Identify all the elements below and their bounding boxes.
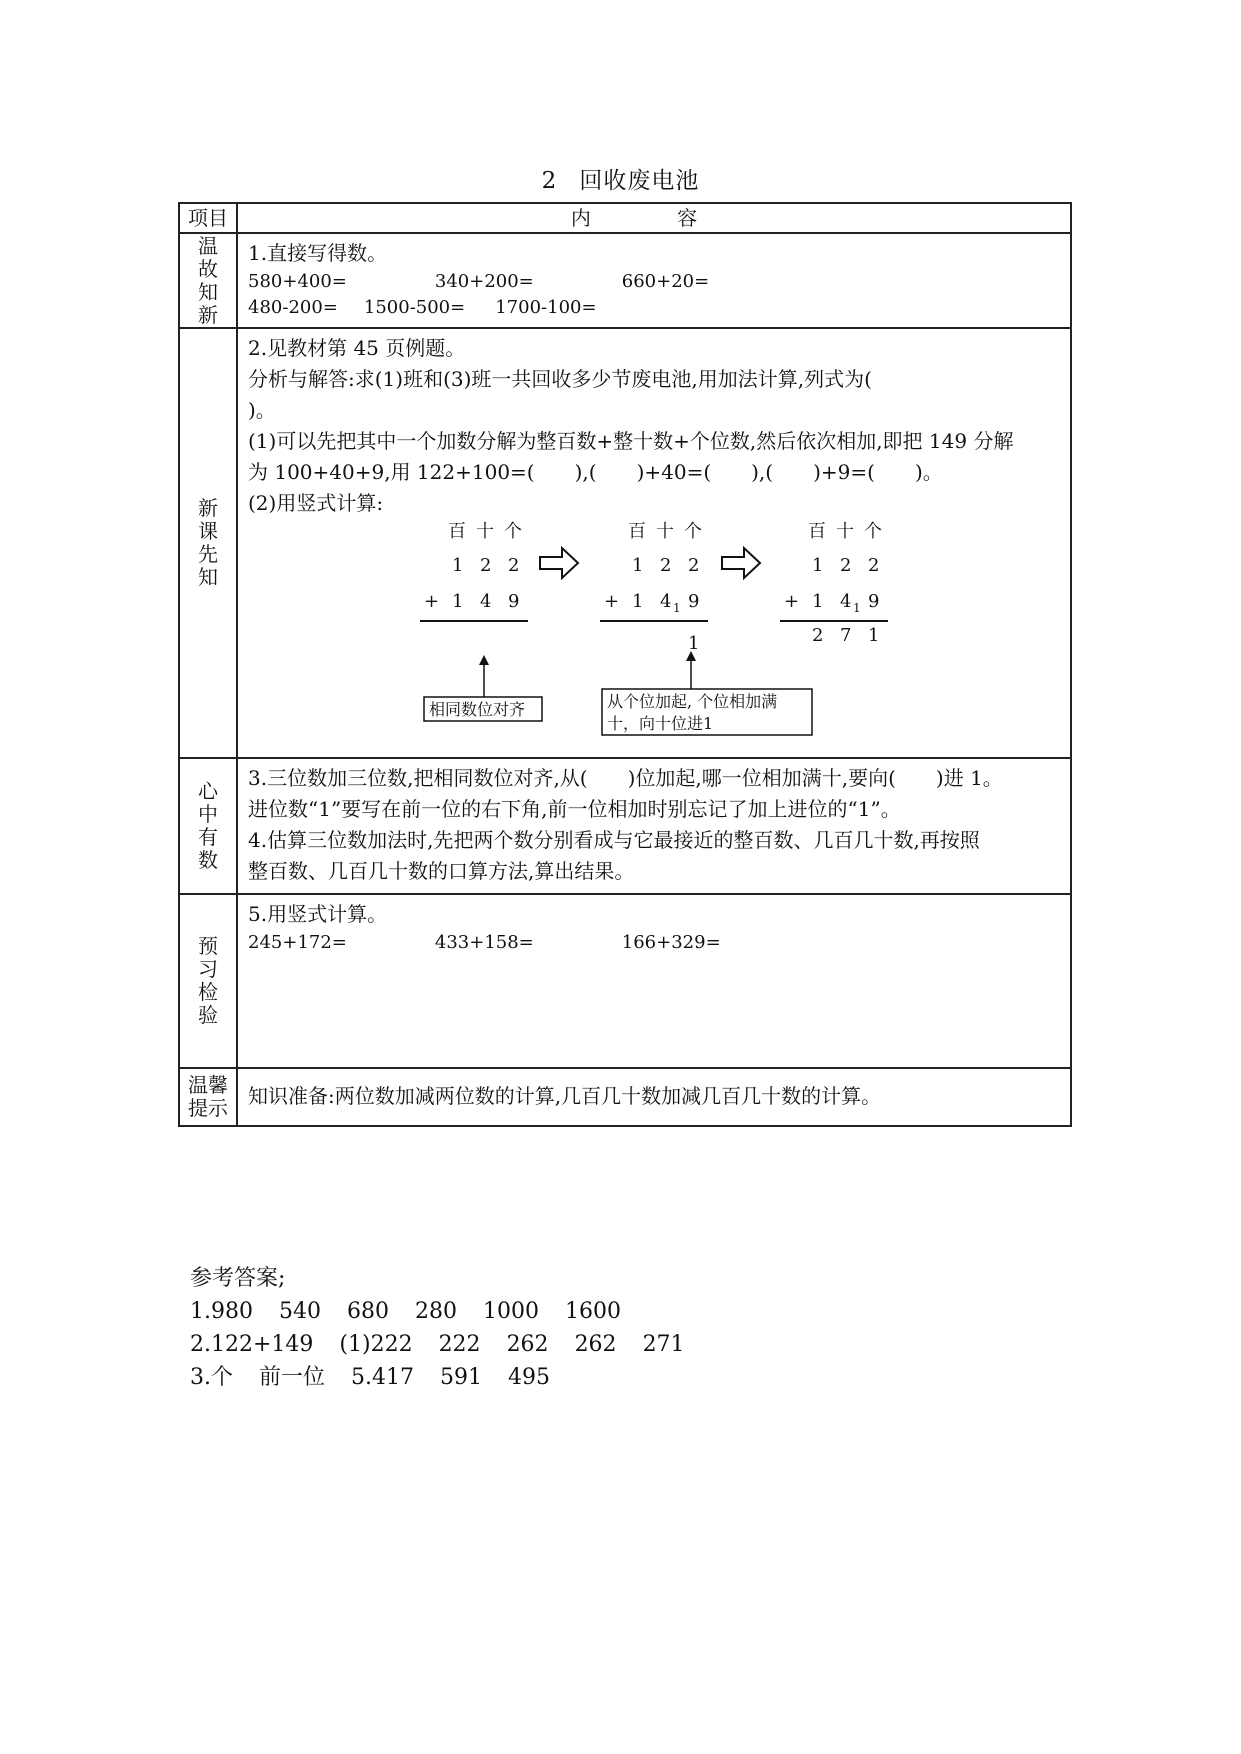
digit: 2 bbox=[868, 555, 880, 576]
answer-item: 1600 bbox=[564, 1299, 621, 1324]
plus-sign: + bbox=[424, 591, 440, 612]
new-lesson-p4: (2)用竖式计算: bbox=[248, 491, 384, 515]
digit: 4 bbox=[840, 591, 852, 612]
label-char: 预 bbox=[198, 934, 218, 958]
answer-item: 5.417 bbox=[351, 1365, 414, 1390]
digit: 1 bbox=[632, 591, 644, 612]
digit: 2 bbox=[688, 555, 700, 576]
preview-heading: 5.用竖式计算。 bbox=[248, 902, 388, 926]
note-align-text: 相同数位对齐 bbox=[429, 700, 526, 719]
review-line-1 bbox=[248, 269, 1060, 295]
expression: 1500-500= bbox=[363, 297, 466, 318]
answer-item: 271 bbox=[642, 1332, 685, 1357]
new-lesson-p1: 2.见教材第 45 页例题。 bbox=[248, 336, 466, 360]
answer-item: 591 bbox=[440, 1365, 482, 1390]
row-label-new-lesson bbox=[179, 328, 237, 758]
digit: 2 bbox=[840, 555, 852, 576]
key-points-p2: 进位数“1”要写在前一位的右下角,前一位相加时别忘记了加上进位的“1”。 bbox=[248, 797, 901, 821]
digit: 1 bbox=[812, 555, 824, 576]
new-lesson-p2a: 分析与解答:求(1)班和(3)班一共回收多少节废电池,用加法计算,列式为( bbox=[248, 367, 872, 391]
digit: 1 bbox=[812, 591, 824, 612]
new-lesson-content bbox=[237, 328, 1071, 758]
answer-item: 前一位 bbox=[259, 1365, 326, 1390]
answers-line-2 bbox=[190, 1328, 711, 1361]
answer-item: 222 bbox=[438, 1332, 481, 1357]
lesson-number: 2 bbox=[541, 168, 558, 194]
digit: 2 bbox=[660, 555, 672, 576]
table-row-tip bbox=[179, 1068, 1071, 1126]
expression: 245+172= bbox=[248, 932, 347, 953]
answer-item: 262 bbox=[574, 1332, 617, 1357]
label-char: 课 bbox=[198, 519, 218, 543]
result-digit: 2 bbox=[812, 625, 824, 646]
answer-item: 1.980 bbox=[190, 1299, 253, 1324]
label-line: 温馨 bbox=[188, 1073, 228, 1097]
expression: 580+400= bbox=[248, 271, 347, 292]
label-char: 习 bbox=[198, 957, 218, 981]
label-char: 新 bbox=[198, 496, 218, 520]
answers-line-1 bbox=[190, 1295, 711, 1328]
note-carry-line2: 十，向十位进1 bbox=[607, 714, 714, 733]
label-char: 知 bbox=[198, 565, 218, 589]
digit: 1 bbox=[632, 555, 644, 576]
answer-item: 1000 bbox=[482, 1299, 539, 1324]
tip-text: 知识准备:两位数加减两位数的计算,几百几十数加减几百几十数的计算。 bbox=[248, 1083, 882, 1108]
digit: 9 bbox=[688, 591, 700, 612]
vertical-addition-svg bbox=[248, 519, 1098, 751]
calc-block-3 bbox=[780, 521, 888, 646]
digit: 9 bbox=[868, 591, 880, 612]
label-char: 知 bbox=[198, 279, 218, 304]
new-lesson-p3a: (1)可以先把其中一个加数分解为整百数+整十数+个位数,然后依次相加,即把 149 分解 bbox=[248, 429, 1014, 453]
answer-item: 540 bbox=[278, 1299, 321, 1324]
table-row-review bbox=[179, 233, 1071, 328]
table-header-row bbox=[179, 203, 1071, 233]
key-points-p1: 3.三位数加三位数,把相同数位对齐,从( )位加起,哪一位相加满十,要向( )进 1。 bbox=[248, 766, 1003, 790]
expression: 166+329= bbox=[621, 932, 721, 953]
up-arrow-head bbox=[479, 655, 489, 665]
review-heading: 1.直接写得数。 bbox=[248, 241, 388, 265]
row-label-preview-check bbox=[179, 894, 237, 1068]
answer-item: 280 bbox=[414, 1299, 457, 1324]
note-carry-line1: 从个位加起, 个位相加满 bbox=[607, 692, 778, 711]
label-char: 心 bbox=[198, 779, 218, 803]
label-char: 新 bbox=[198, 302, 218, 327]
label-char: 有 bbox=[198, 825, 218, 849]
ones-result-digit: 1 bbox=[688, 633, 700, 654]
answers-title: 参考答案; bbox=[190, 1266, 286, 1291]
right-arrow-icon bbox=[540, 548, 578, 578]
key-points-content bbox=[237, 758, 1071, 894]
table-row-new-lesson bbox=[179, 328, 1071, 758]
carry-digit: 1 bbox=[853, 601, 861, 615]
calc-block-2 bbox=[600, 521, 708, 654]
digit: 9 bbox=[508, 591, 520, 612]
review-content bbox=[237, 233, 1071, 328]
row-label-review bbox=[179, 233, 237, 328]
answer-item: (1)222 bbox=[339, 1332, 413, 1357]
new-lesson-p2b: )。 bbox=[248, 398, 276, 422]
lesson-table bbox=[178, 202, 1072, 1127]
digit: 4 bbox=[480, 591, 492, 612]
expression: 1700-100= bbox=[495, 297, 597, 318]
label-char: 先 bbox=[198, 542, 218, 566]
label-line: 提示 bbox=[188, 1096, 228, 1120]
digit: 1 bbox=[452, 555, 464, 576]
label-char: 验 bbox=[198, 1003, 218, 1027]
answer-item: 2.122+149 bbox=[190, 1332, 314, 1357]
place-tens: 十 bbox=[476, 521, 494, 542]
tip-content bbox=[237, 1068, 1071, 1126]
place-hundreds: 百 bbox=[448, 521, 466, 542]
lesson-title: 回收废电池 bbox=[579, 168, 700, 194]
label-char: 数 bbox=[198, 848, 218, 872]
calc-block-1 bbox=[420, 521, 528, 621]
plus-sign: + bbox=[604, 591, 620, 612]
review-line-2 bbox=[248, 295, 1060, 321]
expression: 660+20= bbox=[621, 271, 710, 292]
digit: 2 bbox=[480, 555, 492, 576]
place-hundreds: 百 bbox=[628, 521, 646, 542]
new-lesson-p3b: 为 100+40+9,用 122+100=( ),( )+40=( ),( )+9=( )。 bbox=[248, 460, 943, 484]
expression: 480-200= bbox=[248, 297, 338, 318]
digit: 2 bbox=[508, 555, 520, 576]
answer-item: 680 bbox=[346, 1299, 389, 1324]
row-label-key-points bbox=[179, 758, 237, 894]
header-item: 项目 bbox=[179, 203, 237, 233]
answer-item: 262 bbox=[506, 1332, 549, 1357]
vertical-addition-figure bbox=[248, 519, 1098, 751]
place-hundreds: 百 bbox=[808, 521, 826, 542]
table-row-preview-check bbox=[179, 894, 1071, 1068]
place-ones: 个 bbox=[504, 521, 522, 542]
digit: 1 bbox=[452, 591, 464, 612]
row-label-tip bbox=[179, 1068, 237, 1126]
plus-sign: + bbox=[784, 591, 800, 612]
label-char: 检 bbox=[198, 980, 218, 1004]
label-char: 温 bbox=[198, 233, 218, 258]
table-row-key-points bbox=[179, 758, 1071, 894]
result-digit: 1 bbox=[868, 625, 880, 646]
key-points-p3a: 4.估算三位数加法时,先把两个数分别看成与它最接近的整百数、几百几十数,再按照 bbox=[248, 828, 980, 852]
label-char: 中 bbox=[198, 802, 218, 826]
place-tens: 十 bbox=[836, 521, 854, 542]
carry-digit: 1 bbox=[673, 601, 681, 615]
place-ones: 个 bbox=[684, 521, 702, 542]
key-points-p3b: 整百数、几百几十数的口算方法,算出结果。 bbox=[248, 859, 635, 883]
result-digit: 7 bbox=[840, 625, 852, 646]
page-title bbox=[0, 162, 1241, 195]
answers-line-3 bbox=[190, 1361, 711, 1394]
expression: 340+200= bbox=[434, 271, 534, 292]
right-arrow-icon bbox=[722, 548, 760, 578]
answer-item: 495 bbox=[508, 1365, 550, 1390]
digit: 4 bbox=[660, 591, 672, 612]
answer-item: 3.个 bbox=[190, 1365, 233, 1390]
place-tens: 十 bbox=[656, 521, 674, 542]
header-content: 内 容 bbox=[237, 203, 1071, 233]
place-ones: 个 bbox=[864, 521, 882, 542]
preview-line-1 bbox=[248, 930, 1060, 956]
preview-check-content bbox=[237, 894, 1071, 1068]
answer-section bbox=[190, 1262, 711, 1394]
label-char: 故 bbox=[198, 256, 218, 281]
expression: 433+158= bbox=[434, 932, 534, 953]
